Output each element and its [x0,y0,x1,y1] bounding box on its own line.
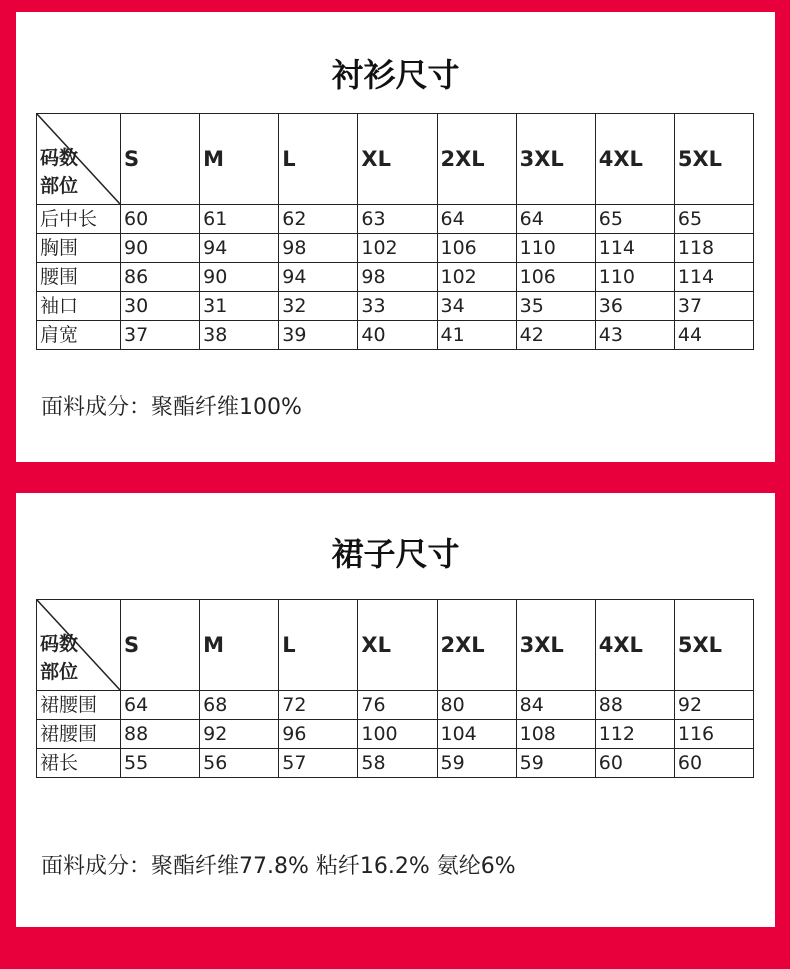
row-label: 袖口 [37,292,121,321]
table-cell: 112 [595,720,674,749]
table-cell: 42 [516,321,595,350]
table-cell: 114 [595,234,674,263]
table-cell: 56 [200,749,279,778]
corner-part-label: 部位 [40,661,79,683]
skirt-size-table [36,599,754,778]
table-cell: 76 [358,691,437,720]
table-cell: 64 [516,205,595,234]
table-cell: 62 [279,205,358,234]
table-cell: 110 [595,263,674,292]
size-header-cell: S [121,600,200,691]
table-cell: 86 [121,263,200,292]
skirt-size-panel [16,493,775,927]
corner-cell [37,114,121,205]
table-cell: 65 [674,205,753,234]
size-header-row [37,600,754,691]
table-cell: 72 [279,691,358,720]
table-cell: 58 [358,749,437,778]
table-cell: 94 [200,234,279,263]
size-header-cell: L [279,600,358,691]
size-header-cell: 3XL [516,114,595,205]
table-row [37,691,754,720]
size-header-cell: L [279,114,358,205]
table-cell: 92 [200,720,279,749]
table-row [37,263,754,292]
size-header-row [37,114,754,205]
shirt-fabric-composition: 面料成分：聚酯纤维100% [41,395,302,420]
table-cell: 60 [595,749,674,778]
table-row [37,205,754,234]
table-cell: 68 [200,691,279,720]
size-header-cell: 4XL [595,600,674,691]
table-cell: 35 [516,292,595,321]
table-cell: 40 [358,321,437,350]
corner-cell [37,600,121,691]
table-cell: 63 [358,205,437,234]
table-cell: 39 [279,321,358,350]
table-cell: 64 [437,205,516,234]
table-cell: 98 [358,263,437,292]
size-header-cell: S [121,114,200,205]
table-cell: 88 [595,691,674,720]
table-cell: 116 [674,720,753,749]
table-cell: 59 [437,749,516,778]
row-label: 裙腰围 [37,720,121,749]
table-cell: 90 [121,234,200,263]
table-cell: 38 [200,321,279,350]
table-cell: 34 [437,292,516,321]
row-label: 肩宽 [37,321,121,350]
size-header-cell: M [200,600,279,691]
size-header-cell: 2XL [437,600,516,691]
corner-size-label: 码数 [40,633,79,655]
table-cell: 30 [121,292,200,321]
table-row [37,749,754,778]
table-cell: 61 [200,205,279,234]
table-cell: 118 [674,234,753,263]
table-cell: 106 [516,263,595,292]
table-cell: 41 [437,321,516,350]
table-cell: 33 [358,292,437,321]
table-cell: 102 [437,263,516,292]
row-label: 后中长 [37,205,121,234]
skirt-size-title: 裙子尺寸 [331,535,460,573]
size-header-cell: 2XL [437,114,516,205]
size-header-cell: XL [358,600,437,691]
shirt-size-table [36,113,754,350]
table-cell: 37 [121,321,200,350]
table-cell: 110 [516,234,595,263]
table-cell: 106 [437,234,516,263]
skirt-fabric-composition: 面料成分：聚酯纤维77.8% 粘纤16.2% 氨纶6% [41,854,516,879]
corner-part-label: 部位 [40,175,79,197]
shirt-size-panel [16,12,775,462]
size-header-cell: M [200,114,279,205]
corner-size-label: 码数 [40,147,79,169]
table-row [37,234,754,263]
table-cell: 32 [279,292,358,321]
size-header-cell: 4XL [595,114,674,205]
table-cell: 108 [516,720,595,749]
table-cell: 88 [121,720,200,749]
row-label: 腰围 [37,263,121,292]
table-cell: 94 [279,263,358,292]
table-cell: 92 [674,691,753,720]
table-cell: 80 [437,691,516,720]
table-cell: 100 [358,720,437,749]
table-cell: 98 [279,234,358,263]
table-cell: 57 [279,749,358,778]
table-row [37,321,754,350]
shirt-size-title: 衬衫尺寸 [331,56,460,94]
table-row [37,292,754,321]
row-label: 裙腰围 [37,691,121,720]
table-cell: 60 [121,205,200,234]
row-label: 裙长 [37,749,121,778]
table-cell: 114 [674,263,753,292]
table-cell: 64 [121,691,200,720]
table-cell: 31 [200,292,279,321]
table-cell: 102 [358,234,437,263]
size-header-cell: 5XL [674,114,753,205]
size-header-cell: 5XL [674,600,753,691]
table-cell: 36 [595,292,674,321]
table-cell: 59 [516,749,595,778]
row-label: 胸围 [37,234,121,263]
table-cell: 44 [674,321,753,350]
table-cell: 43 [595,321,674,350]
table-cell: 37 [674,292,753,321]
table-cell: 104 [437,720,516,749]
table-row [37,720,754,749]
table-cell: 84 [516,691,595,720]
table-cell: 90 [200,263,279,292]
size-header-cell: XL [358,114,437,205]
table-cell: 55 [121,749,200,778]
size-header-cell: 3XL [516,600,595,691]
table-cell: 60 [674,749,753,778]
table-cell: 96 [279,720,358,749]
table-cell: 65 [595,205,674,234]
